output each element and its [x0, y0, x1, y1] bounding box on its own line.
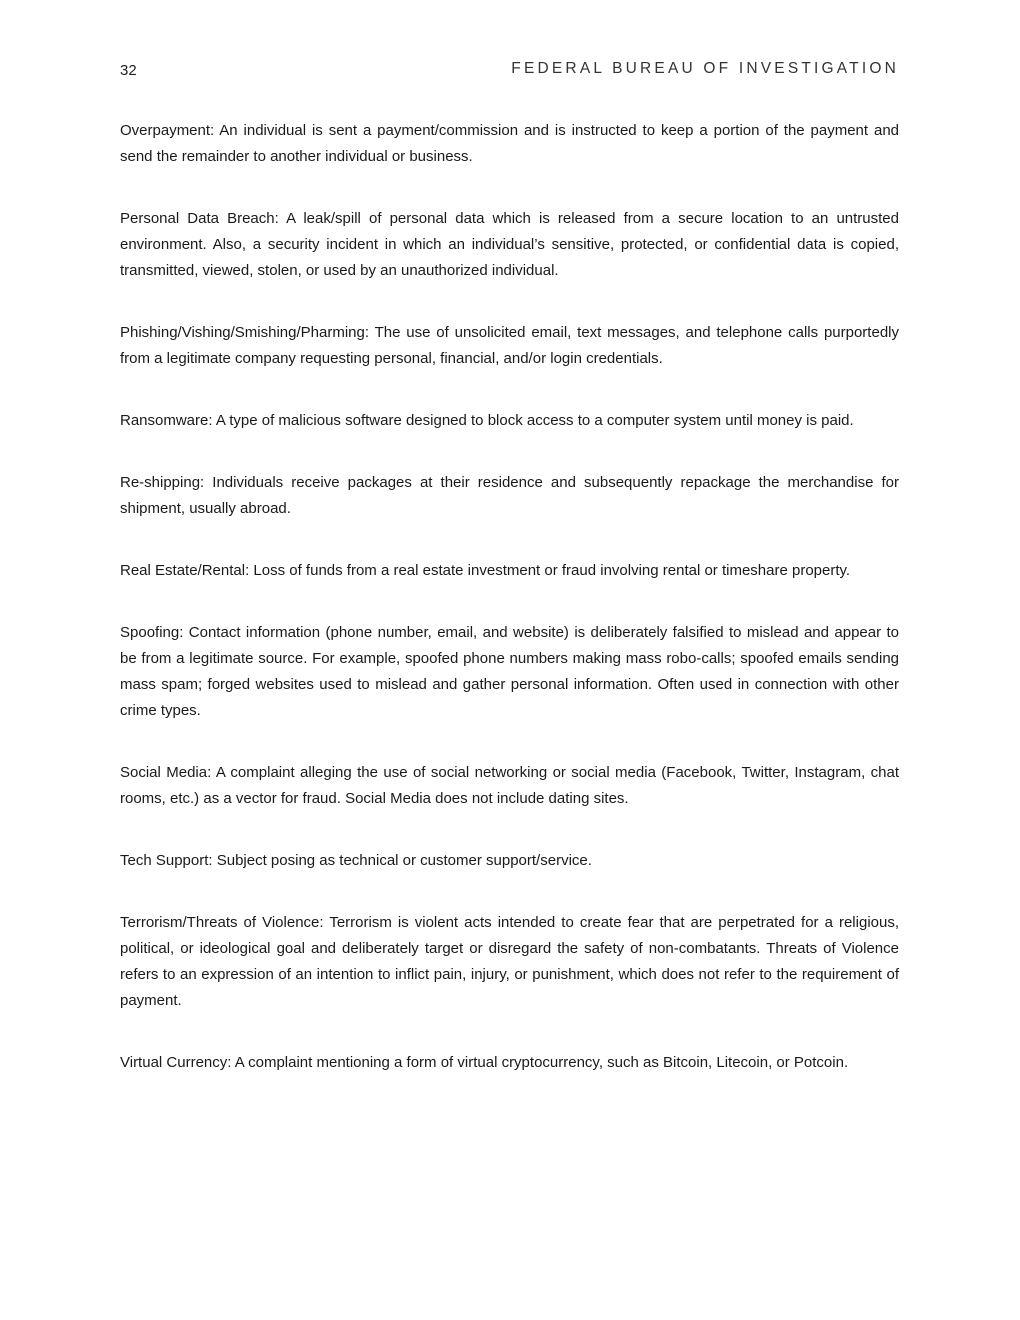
- glossary-entries: [120, 118, 899, 1112]
- glossary-entry-social-media: Social Media: A complaint alleging the use of social networking or social media (Facebook, Twitter, Instagram, chat rooms, etc.) as a vector for fraud. Social Media does not include dating sites.: [120, 764, 899, 807]
- glossary-entry-tech-support: Tech Support: Subject posing as technical or customer support/service.: [120, 852, 592, 869]
- glossary-entry-terrorism-threats: Terrorism/Threats of Violence: Terrorism is violent acts intended to create fear that are perpetrated for a religious, political, or ideological goal and deliberately target or disregard the safety of non-combatants. Threats of Violence refers to an expression of an intention to inflict pain, injury, or punishment, which does not refer to the requirement of payment.: [120, 914, 899, 1009]
- glossary-entry-re-shipping: Re-shipping: Individuals receive packages at their residence and subsequently repackage the merchandise for shipment, usually abroad.: [120, 474, 899, 517]
- glossary-entry-ransomware: Ransomware: A type of malicious software designed to block access to a computer system until money is paid.: [120, 412, 854, 429]
- glossary-entry-personal-data-breach: Personal Data Breach: A leak/spill of personal data which is released from a secure location to an untrusted environment. Also, a security incident in which an individual’s sensitive, protected, or confidential data is copied, transmitted, viewed, stolen, or used by an unauthorized individual.: [120, 210, 899, 279]
- glossary-entry-spoofing: Spoofing: Contact information (phone number, email, and website) is deliberately falsified to mislead and appear to be from a legitimate source. For example, spoofed phone numbers making mass robo-calls; spoofed emails sending mass spam; forged websites used to mislead and gather personal information. Often used in connection with other crime types.: [120, 624, 899, 719]
- page-header: [120, 58, 899, 84]
- glossary-entry-virtual-currency: Virtual Currency: A complaint mentioning a form of virtual cryptocurrency, such as Bitcoin, Litecoin, or Potcoin.: [120, 1054, 849, 1071]
- glossary-entry-overpayment: Overpayment: An individual is sent a payment/commission and is instructed to keep a portion of the payment and send the remainder to another individual or business.: [120, 122, 899, 165]
- glossary-entry-real-estate-rental: Real Estate/Rental: Loss of funds from a real estate investment or fraud involving rental or timeshare property.: [120, 562, 851, 579]
- page-number: 32: [120, 62, 137, 79]
- glossary-entry-phishing: Phishing/Vishing/Smishing/Pharming: The use of unsolicited email, text messages, and telephone calls purportedly from a legitimate company requesting personal, financial, and/or login credentials.: [120, 324, 899, 367]
- header-title: FEDERAL BUREAU OF INVESTIGATION: [511, 60, 899, 77]
